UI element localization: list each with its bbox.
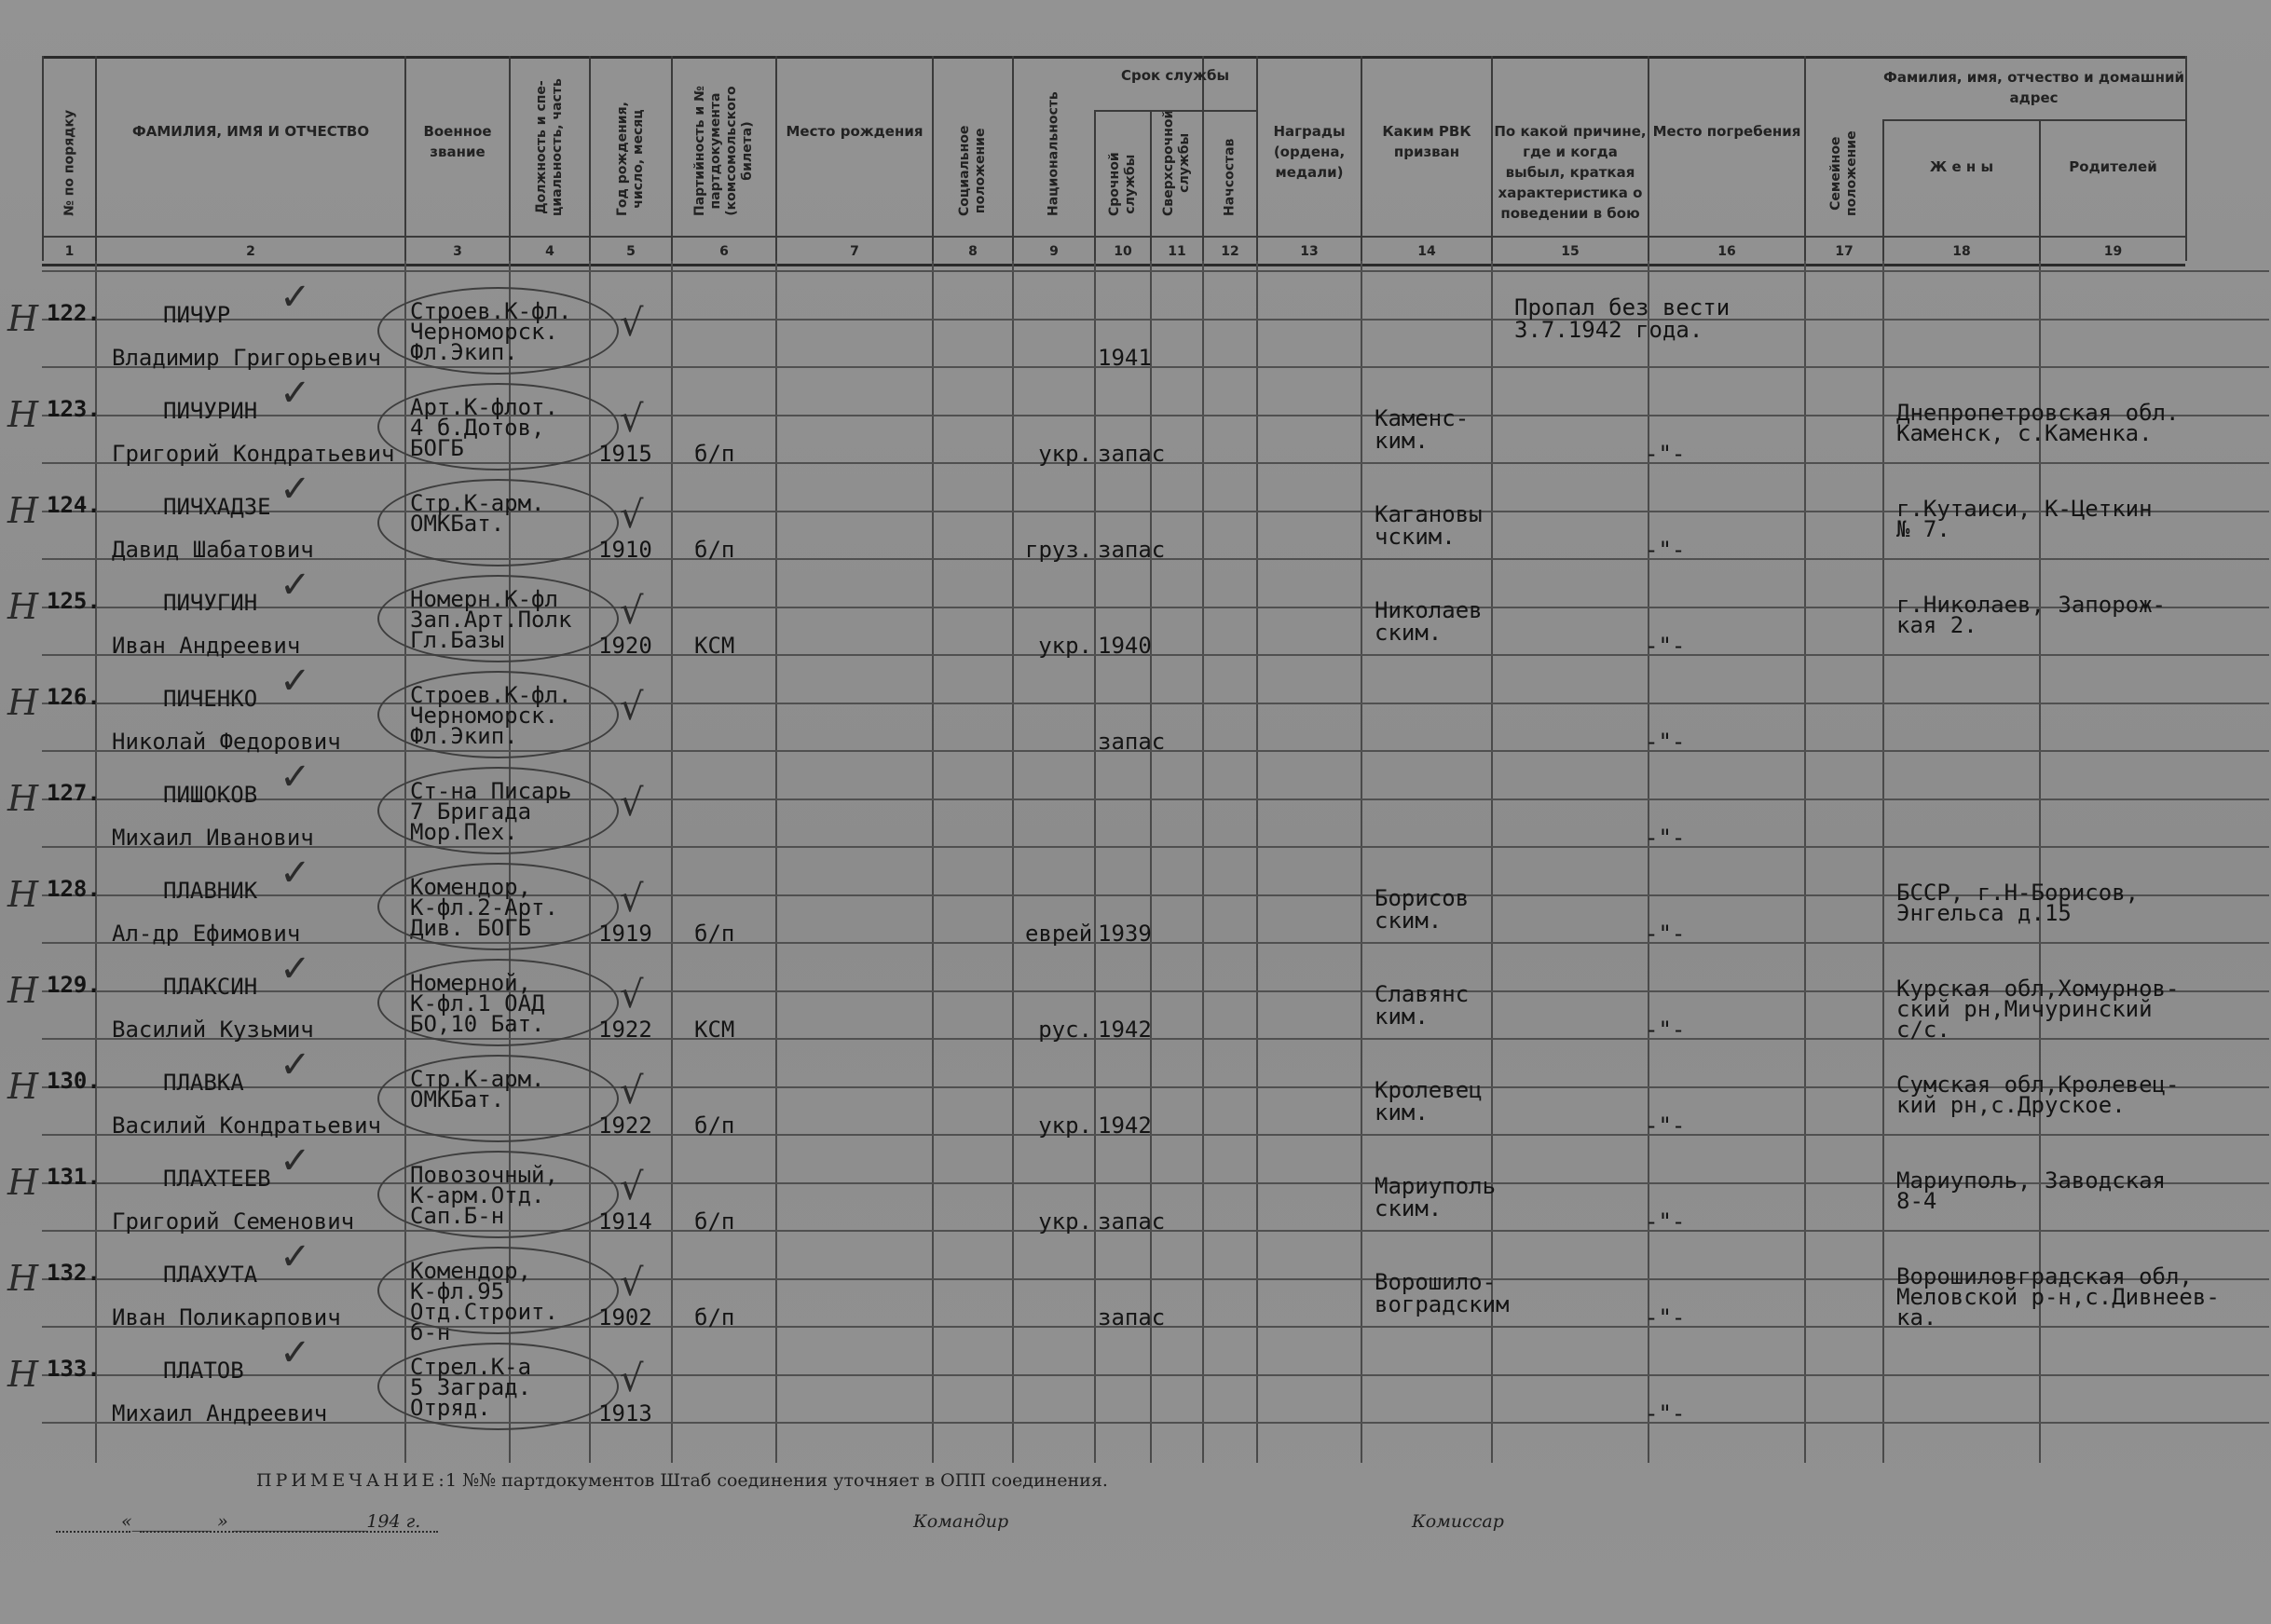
rank-and-unit: Черноморск. bbox=[410, 703, 558, 729]
burial-place: -"- bbox=[1645, 1112, 1686, 1139]
checkmark-icon: √ bbox=[620, 590, 644, 633]
column-number: 3 bbox=[453, 244, 462, 259]
draft-office: воградским bbox=[1375, 1291, 1510, 1317]
home-address: кая 2. bbox=[1896, 612, 1977, 638]
header-label-col9: Национальность bbox=[1046, 91, 1061, 216]
grid-column-line bbox=[1202, 261, 1204, 1463]
draft-office: Ворошило- bbox=[1375, 1269, 1497, 1295]
checkmark-icon: ✓ bbox=[280, 1044, 311, 1086]
row-mark-icon: Н bbox=[7, 1066, 39, 1107]
draft-office: Борисов bbox=[1375, 885, 1470, 911]
surname: ПЛАТОВ bbox=[163, 1358, 244, 1384]
birth-year: 1922 bbox=[598, 1112, 652, 1139]
checkmark-icon: ✓ bbox=[280, 468, 311, 511]
first-and-patronymic: Иван Андреевич bbox=[112, 633, 301, 659]
row-number: 129. bbox=[47, 972, 101, 998]
home-address: Энгельса д.15 bbox=[1896, 900, 2072, 926]
header-label-col10: Срочной службы bbox=[1107, 152, 1138, 216]
checkmark-icon: ✓ bbox=[280, 564, 311, 607]
header-col7 bbox=[775, 56, 932, 261]
header-col17 bbox=[1804, 56, 1882, 261]
circle-mark-icon bbox=[377, 1343, 619, 1430]
header-label-col11: Сверхсрочной службы bbox=[1161, 109, 1192, 216]
column-number: 8 bbox=[968, 244, 978, 259]
checkmark-icon: ✓ bbox=[280, 948, 311, 990]
column-number: 19 bbox=[2103, 244, 2123, 259]
grid-row-line bbox=[42, 846, 2269, 848]
rank-and-unit: Мор.Пех. bbox=[410, 819, 518, 845]
surname: ПИЧХАДЗЕ bbox=[163, 494, 271, 520]
birth-year: 1910 bbox=[598, 537, 652, 563]
grid-row-line bbox=[42, 1374, 2269, 1376]
header-label-col3: Военное звание bbox=[423, 123, 492, 160]
column-number: 6 bbox=[719, 244, 729, 259]
grid-row-line bbox=[42, 942, 2269, 944]
column-number: 4 bbox=[545, 244, 554, 259]
rank-and-unit: Повозочный, bbox=[410, 1162, 558, 1188]
header-label-col8: Социальное положение bbox=[957, 125, 988, 216]
first-and-patronymic: Давид Шабатович bbox=[112, 537, 314, 563]
header-service-term: Срок службы bbox=[1120, 67, 1230, 84]
reason-departure: 3.7.1942 года. bbox=[1514, 317, 1703, 343]
grid-column-line bbox=[671, 261, 673, 1463]
row-mark-icon: Н bbox=[7, 586, 39, 627]
draft-office: Кагановы bbox=[1375, 501, 1483, 527]
home-address: № 7. bbox=[1896, 516, 1950, 542]
note-text: 1 №№ партдокументов Штаб соединения уточняет в ОПП соединения. bbox=[445, 1470, 1108, 1491]
draft-office: Николаев bbox=[1375, 597, 1483, 623]
row-number: 125. bbox=[47, 588, 101, 614]
rank-and-unit: Зап.Арт.Полк bbox=[410, 607, 572, 633]
circle-mark-icon bbox=[377, 287, 619, 375]
draft-office: Кролевец bbox=[1375, 1077, 1483, 1103]
header-subdivider bbox=[1882, 119, 2185, 121]
rank-and-unit: Сап.Б-н bbox=[410, 1203, 505, 1229]
first-and-patronymic: Василий Кузьмич bbox=[112, 1017, 314, 1043]
home-address: г.Николаев, Запорож- bbox=[1896, 592, 2166, 618]
header-label-col7: Место рождения bbox=[786, 123, 923, 140]
circle-mark-icon bbox=[377, 575, 619, 662]
header-col1 bbox=[42, 56, 95, 261]
header-label-col15: По какой причине, где и когда выбыл, краткая характеристика о поведении в бою bbox=[1494, 123, 1647, 222]
header-family-address: Фамилия, имя, отчество и домашний адрес bbox=[1882, 69, 2185, 106]
grid-column-line bbox=[1804, 261, 1806, 1463]
home-address: г.Кутаиси, К-Цеткин bbox=[1896, 496, 2153, 522]
home-address: Мариуполь, Заводская bbox=[1896, 1167, 2166, 1194]
circle-mark-icon bbox=[377, 671, 619, 758]
header-col16 bbox=[1648, 56, 1804, 261]
nationality: укр. bbox=[1038, 1112, 1092, 1139]
header-col2 bbox=[95, 56, 404, 261]
rank-and-unit: БОГБ bbox=[410, 435, 464, 461]
column-number: 15 bbox=[1561, 244, 1580, 259]
header-col4 bbox=[509, 56, 589, 261]
header-col3 bbox=[404, 56, 509, 261]
rank-and-unit: Отряд. bbox=[410, 1395, 491, 1421]
row-number: 122. bbox=[47, 300, 101, 326]
date-line: «_________ » _______________194 г. bbox=[121, 1511, 421, 1532]
surname: ПЛАХТЕЕВ bbox=[163, 1166, 271, 1192]
row-number: 131. bbox=[47, 1164, 101, 1190]
draft-office: Мариуполь bbox=[1375, 1173, 1497, 1199]
grid-column-line bbox=[1012, 261, 1014, 1463]
reason-departure: Пропал без вести bbox=[1514, 294, 1731, 321]
grid-row-line bbox=[42, 319, 2269, 321]
draft-office: Каменс- bbox=[1375, 405, 1470, 431]
header-label-col13: Награды (ордена, медали) bbox=[1273, 123, 1346, 181]
row-mark-icon: Н bbox=[7, 298, 39, 339]
header-col14 bbox=[1361, 56, 1491, 261]
birth-year: 1915 bbox=[598, 441, 652, 467]
row-mark-icon: Н bbox=[7, 778, 39, 819]
party-membership: КСМ bbox=[694, 633, 735, 659]
header-col19 bbox=[2039, 119, 2185, 261]
service-term: 1942 bbox=[1098, 1112, 1152, 1139]
service-term: запас bbox=[1098, 729, 1166, 755]
party-membership: б/п bbox=[694, 1208, 735, 1235]
home-address: БССР, г.Н-Борисов, bbox=[1896, 880, 2140, 906]
nationality: груз. bbox=[1025, 537, 1093, 563]
burial-place: -"- bbox=[1645, 825, 1686, 851]
grid-column-line bbox=[1361, 261, 1362, 1463]
commander-label: Командир bbox=[913, 1511, 1009, 1532]
circle-mark-icon bbox=[377, 1151, 619, 1238]
rank-and-unit: 5 Заград. bbox=[410, 1374, 532, 1400]
row-number: 132. bbox=[47, 1260, 101, 1286]
burial-place: -"- bbox=[1645, 1017, 1686, 1043]
first-and-patronymic: Григорий Кондратьевич bbox=[112, 441, 395, 467]
nationality: укр. bbox=[1038, 441, 1092, 467]
rank-and-unit: Строев.К-фл. bbox=[410, 682, 572, 708]
commissar-label: Комиссар bbox=[1412, 1511, 1504, 1532]
rank-and-unit: Гл.Базы bbox=[410, 627, 505, 653]
rank-and-unit: Див. БОГБ bbox=[410, 915, 532, 941]
birth-year: 1920 bbox=[598, 633, 652, 659]
surname: ПЛАХУТА bbox=[163, 1262, 258, 1288]
burial-place: -"- bbox=[1645, 1208, 1686, 1235]
row-number: 127. bbox=[47, 780, 101, 806]
header-col8 bbox=[932, 56, 1012, 261]
checkmark-icon: √ bbox=[620, 1358, 644, 1400]
birth-year: 1914 bbox=[598, 1208, 652, 1235]
note-label: ПРИМЕЧАНИЕ: bbox=[256, 1470, 448, 1491]
home-address: Днепропетровская обл. bbox=[1896, 400, 2180, 426]
party-membership: КСМ bbox=[694, 1017, 735, 1043]
checkmark-icon: √ bbox=[620, 398, 644, 441]
checkmark-icon: √ bbox=[620, 686, 644, 729]
rank-and-unit: К-фл.95 bbox=[410, 1278, 505, 1304]
birth-year: 1902 bbox=[598, 1304, 652, 1331]
nationality: укр. bbox=[1038, 633, 1092, 659]
birth-year: 1919 bbox=[598, 921, 652, 947]
service-term: 1940 bbox=[1098, 633, 1152, 659]
rank-and-unit: Стрел.К-а bbox=[410, 1354, 532, 1380]
header-label-col16: Место погребения bbox=[1652, 123, 1801, 140]
burial-place: -"- bbox=[1645, 537, 1686, 563]
rank-and-unit: БО,10 Бат. bbox=[410, 1011, 545, 1037]
column-number: 7 bbox=[850, 244, 859, 259]
service-term: 1939 bbox=[1098, 921, 1152, 947]
row-mark-icon: Н bbox=[7, 970, 39, 1011]
header-label-col5: Год рождения, число, месяц bbox=[615, 102, 646, 216]
checkmark-icon: √ bbox=[620, 302, 644, 345]
checkmark-icon: √ bbox=[620, 1166, 644, 1208]
birth-year: 1913 bbox=[598, 1400, 652, 1426]
circle-mark-icon bbox=[377, 767, 619, 854]
party-membership: б/п bbox=[694, 921, 735, 947]
surname: ПИШОКОВ bbox=[163, 782, 258, 808]
row-number: 130. bbox=[47, 1068, 101, 1094]
header-label-col2: ФАМИЛИЯ, ИМЯ И ОТЧЕСТВО bbox=[131, 123, 370, 140]
row-number: 124. bbox=[47, 492, 101, 518]
rank-and-unit: Комендор, bbox=[410, 874, 532, 900]
header-col10 bbox=[1094, 110, 1150, 261]
header-subdivider bbox=[1094, 110, 1256, 112]
draft-office: ским. bbox=[1375, 620, 1443, 646]
service-term: 1942 bbox=[1098, 1017, 1152, 1043]
header-label-col12: Начсостав bbox=[1222, 138, 1238, 216]
checkmark-icon: ✓ bbox=[280, 1140, 311, 1182]
checkmark-icon: ✓ bbox=[280, 276, 311, 319]
surname: ПИЧУГИН bbox=[163, 590, 258, 616]
column-number: 12 bbox=[1221, 244, 1239, 259]
column-number: 14 bbox=[1417, 244, 1436, 259]
rank-and-unit: К-фл.2-Арт. bbox=[410, 894, 558, 921]
row-mark-icon: Н bbox=[7, 1258, 39, 1299]
circle-mark-icon bbox=[377, 1055, 619, 1142]
grid-column-line bbox=[775, 261, 777, 1463]
header-label-col17: Семейное положение bbox=[1828, 130, 1859, 216]
home-address: кий рн,с.Друское. bbox=[1896, 1092, 2126, 1118]
home-address: Ворошиловградская обл, bbox=[1896, 1263, 2193, 1290]
header-col9 bbox=[1012, 56, 1094, 261]
checkmark-icon: √ bbox=[620, 1070, 644, 1112]
rank-and-unit: 7 Бригада bbox=[410, 798, 532, 825]
rank-and-unit: Фл.Экип. bbox=[410, 339, 518, 365]
home-address: Меловской р-н,с.Дивнеев- bbox=[1896, 1284, 2220, 1310]
home-address: ский рн,Мичуринский bbox=[1896, 996, 2153, 1022]
grid-column-line bbox=[932, 261, 934, 1463]
home-address: ка. bbox=[1896, 1304, 1937, 1331]
home-address: 8-4 bbox=[1896, 1188, 1937, 1214]
surname: ПИЧУР bbox=[163, 302, 231, 328]
draft-office: чским. bbox=[1375, 524, 1456, 550]
rank-and-unit: Строев.К-фл. bbox=[410, 298, 572, 324]
party-membership: б/п bbox=[694, 441, 735, 467]
first-and-patronymic: Михаил Андреевич bbox=[112, 1400, 328, 1426]
grid-row-line bbox=[42, 798, 2269, 800]
header-col13 bbox=[1256, 56, 1361, 261]
row-mark-icon: Н bbox=[7, 394, 39, 435]
checkmark-icon: ✓ bbox=[280, 1331, 311, 1374]
grid-column-line bbox=[1882, 261, 1884, 1463]
row-mark-icon: Н bbox=[7, 1354, 39, 1395]
circle-mark-icon bbox=[377, 863, 619, 950]
draft-office: ким. bbox=[1375, 1003, 1429, 1030]
rank-and-unit: Номерной, bbox=[410, 970, 532, 996]
surname: ПИЧУРИН bbox=[163, 398, 258, 424]
header-label-col18: Ж е н ы bbox=[1929, 158, 1994, 175]
header-col5 bbox=[589, 56, 671, 261]
checkmark-icon: √ bbox=[620, 974, 644, 1017]
party-membership: б/п bbox=[694, 537, 735, 563]
rank-and-unit: Номерн.К-фл bbox=[410, 586, 558, 612]
row-mark-icon: Н bbox=[7, 682, 39, 723]
service-term: запас bbox=[1098, 1304, 1166, 1331]
rank-and-unit: 4 б.Дотов, bbox=[410, 415, 545, 441]
birth-year: 1922 bbox=[598, 1017, 652, 1043]
rank-and-unit: К-арм.Отд. bbox=[410, 1182, 545, 1208]
home-address: Курская обл,Хомурнов- bbox=[1896, 976, 2180, 1002]
header-col15 bbox=[1491, 56, 1648, 261]
header-col6 bbox=[671, 56, 775, 261]
column-number: 16 bbox=[1717, 244, 1736, 259]
header-label-col1: № по порядку bbox=[62, 109, 76, 216]
burial-place: -"- bbox=[1645, 1304, 1686, 1331]
row-mark-icon: Н bbox=[7, 490, 39, 531]
burial-place: -"- bbox=[1645, 633, 1686, 659]
header-right-edge bbox=[2185, 56, 2187, 261]
column-number: 13 bbox=[1300, 244, 1319, 259]
grid-row-line bbox=[42, 1422, 2269, 1424]
rank-and-unit: ОМКБат. bbox=[410, 511, 505, 537]
column-number: 11 bbox=[1168, 244, 1186, 259]
checkmark-icon: ✓ bbox=[280, 372, 311, 415]
date-dots bbox=[56, 1531, 130, 1533]
checkmark-icon: √ bbox=[620, 878, 644, 921]
checkmark-icon: ✓ bbox=[280, 756, 311, 798]
nationality: еврей bbox=[1025, 921, 1093, 947]
rank-and-unit: Арт.К-флот. bbox=[410, 394, 558, 420]
header-label-col4: Должность и спе- циальность, часть bbox=[534, 78, 565, 216]
party-membership: б/п bbox=[694, 1112, 735, 1139]
column-number: 10 bbox=[1114, 244, 1132, 259]
first-and-patronymic: Василий Кондратьевич bbox=[112, 1112, 381, 1139]
surname: ПИЧЕНКО bbox=[163, 686, 258, 712]
rank-and-unit: Ст-на Писарь bbox=[410, 778, 572, 804]
burial-place: -"- bbox=[1645, 441, 1686, 467]
burial-place: -"- bbox=[1645, 921, 1686, 947]
grid-row-line bbox=[42, 654, 2269, 656]
column-number: 18 bbox=[1952, 244, 1971, 259]
date-underline bbox=[140, 1531, 438, 1533]
nationality: укр. bbox=[1038, 1208, 1092, 1235]
rank-and-unit: Черноморск. bbox=[410, 319, 558, 345]
header-label-col6: Партийность и № партдокумента (комсомольского билета) bbox=[692, 86, 755, 216]
circle-mark-icon bbox=[377, 479, 619, 566]
row-mark-icon: Н bbox=[7, 874, 39, 915]
grid-row-line bbox=[42, 270, 2269, 272]
service-term: запас bbox=[1098, 1208, 1166, 1235]
draft-office: ким. bbox=[1375, 428, 1429, 454]
first-and-patronymic: Николай Федорович bbox=[112, 729, 341, 755]
row-number: 133. bbox=[47, 1356, 101, 1382]
rank-and-unit: Стр.К-арм. bbox=[410, 490, 545, 516]
circle-mark-icon bbox=[377, 959, 619, 1046]
checkmark-icon: √ bbox=[620, 1262, 644, 1304]
service-term: запас bbox=[1098, 441, 1166, 467]
rank-and-unit: Комендор, bbox=[410, 1258, 532, 1284]
party-membership: б/п bbox=[694, 1304, 735, 1331]
burial-place: -"- bbox=[1645, 729, 1686, 755]
surname: ПЛАКСИН bbox=[163, 974, 258, 1000]
checkmark-icon: ✓ bbox=[280, 852, 311, 894]
header-col18 bbox=[1882, 119, 2039, 261]
checkmark-icon: ✓ bbox=[280, 660, 311, 703]
row-number: 123. bbox=[47, 396, 101, 422]
header-label-col14: Каким РВК призван bbox=[1382, 123, 1471, 160]
checkmark-icon: √ bbox=[620, 494, 644, 537]
row-number: 128. bbox=[47, 876, 101, 902]
rank-and-unit: Отд.Строит. bbox=[410, 1299, 558, 1325]
grid-column-line bbox=[1094, 261, 1096, 1463]
column-number: 2 bbox=[246, 244, 255, 259]
first-and-patronymic: Ал-др Ефимович bbox=[112, 921, 301, 947]
nationality: рус. bbox=[1038, 1017, 1092, 1043]
grid-column-line bbox=[1256, 261, 1258, 1463]
row-mark-icon: Н bbox=[7, 1162, 39, 1203]
first-and-patronymic: Михаил Иванович bbox=[112, 825, 314, 851]
first-and-patronymic: Григорий Семенович bbox=[112, 1208, 355, 1235]
service-term: запас bbox=[1098, 537, 1166, 563]
header-col12 bbox=[1202, 56, 1256, 261]
rank-and-unit: ОМКБат. bbox=[410, 1086, 505, 1112]
surname: ПЛАВНИК bbox=[163, 878, 258, 904]
draft-office: ким. bbox=[1375, 1099, 1429, 1126]
draft-office: ским. bbox=[1375, 1195, 1443, 1221]
rank-and-unit: К-фл.1 ОАД bbox=[410, 990, 545, 1017]
service-term: 1941 bbox=[1098, 345, 1152, 371]
checkmark-icon: ✓ bbox=[280, 1235, 311, 1278]
home-address: с/с. bbox=[1896, 1017, 1950, 1043]
first-and-patronymic: Владимир Григорьевич bbox=[112, 345, 381, 371]
circle-mark-icon bbox=[377, 1247, 619, 1334]
rank-and-unit: Фл.Экип. bbox=[410, 723, 518, 749]
rank-and-unit: б-н bbox=[410, 1319, 451, 1345]
circle-mark-icon bbox=[377, 383, 619, 471]
surname: ПЛАВКА bbox=[163, 1070, 244, 1096]
grid-row-line bbox=[42, 703, 2269, 704]
first-and-patronymic: Иван Поликарпович bbox=[112, 1304, 341, 1331]
column-number: 9 bbox=[1049, 244, 1059, 259]
draft-office: ским. bbox=[1375, 908, 1443, 934]
column-number: 5 bbox=[626, 244, 636, 259]
burial-place: -"- bbox=[1645, 1400, 1686, 1426]
column-number: 17 bbox=[1835, 244, 1854, 259]
column-number: 1 bbox=[64, 244, 75, 259]
header-label-col19: Родителей bbox=[2069, 158, 2157, 175]
draft-office: Славянс bbox=[1375, 981, 1470, 1007]
home-address: Сумская обл,Кролевец- bbox=[1896, 1071, 2180, 1098]
home-address: Каменск, с.Каменка. bbox=[1896, 420, 2153, 446]
header-col11 bbox=[1150, 110, 1202, 261]
row-number: 126. bbox=[47, 684, 101, 710]
checkmark-icon: √ bbox=[620, 782, 644, 825]
rank-and-unit: Стр.К-арм. bbox=[410, 1066, 545, 1092]
